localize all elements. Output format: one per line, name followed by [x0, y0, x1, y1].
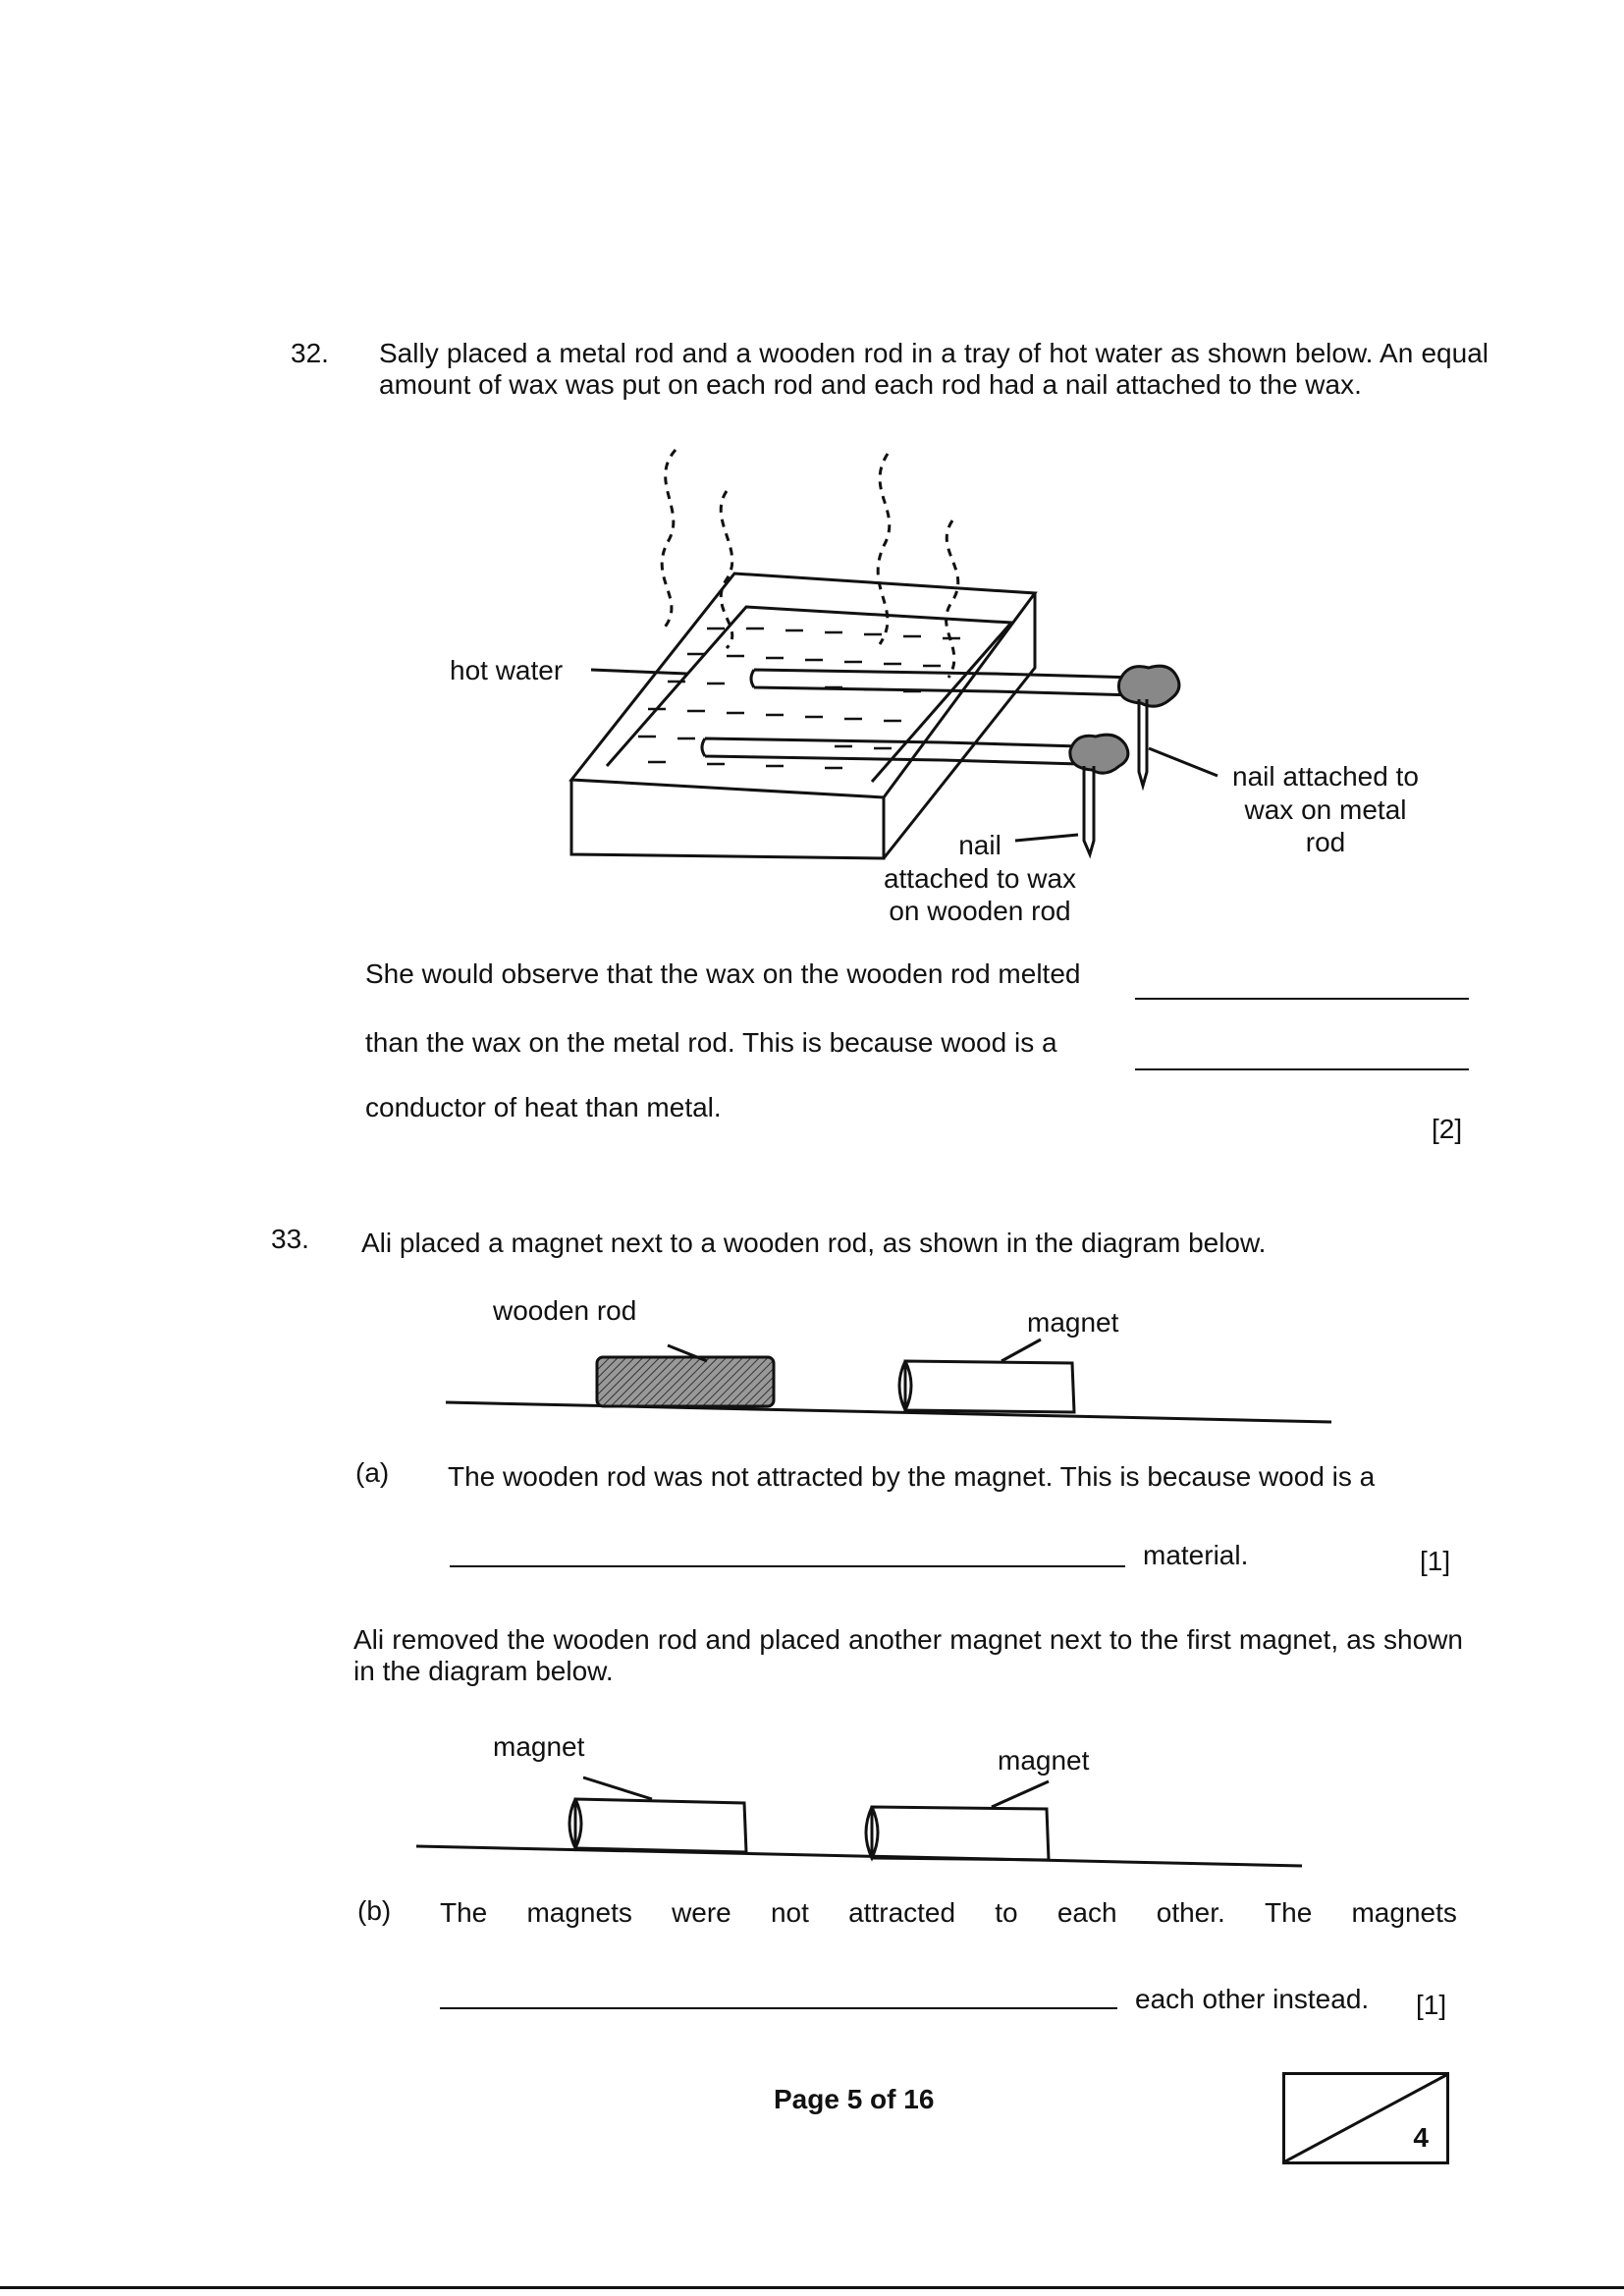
q33b-word: The	[440, 1897, 488, 1928]
magnet-right-shape	[872, 1807, 1049, 1860]
question-33-number: 33.	[271, 1224, 309, 1254]
q33b-word: other.	[1156, 1897, 1225, 1928]
label-nail-wood-line3: on wooden rod	[889, 896, 1071, 927]
table-surface-line-2	[416, 1846, 1302, 1866]
bottom-rule	[0, 2286, 1624, 2289]
label-nail-wood-line1: nail	[958, 830, 1001, 860]
q33a-marks: [1]	[1420, 1546, 1451, 1576]
q33-middle-text: Ali removed the wooden rod and placed another magnet next to the first magnet, as shown in the diagram below.	[353, 1624, 1463, 1687]
q33b-marks: [1]	[1416, 1990, 1447, 2020]
label-nail-metal-line3: rod	[1305, 827, 1346, 858]
q33b-word: magnets	[526, 1897, 632, 1928]
label-magnet-right: magnet	[998, 1745, 1090, 1776]
label-magnet-left: magnet	[493, 1731, 585, 1762]
label-hot-water: hot water	[450, 655, 564, 685]
q32-sentence-line3: conductor of heat than metal.	[365, 1092, 722, 1122]
q33b-word: The	[1265, 1897, 1313, 1928]
score-box-total: 4	[1413, 2122, 1429, 2153]
q33b-text	[440, 1897, 1457, 1929]
question-33-intro: Ali placed a magnet next to a wooden rod, as shown in the diagram below.	[361, 1228, 1267, 1258]
q33a-suffix: material.	[1143, 1540, 1249, 1570]
q33b-answer-blank[interactable]	[440, 2007, 1117, 2009]
q33b-word: to	[995, 1897, 1018, 1928]
q33b-word: magnets	[1351, 1897, 1457, 1928]
q33b-suffix: each other instead.	[1135, 1984, 1370, 2014]
q32-marks: [2]	[1432, 1114, 1463, 1144]
q33b-word: were	[672, 1897, 731, 1928]
label-nail-wood-line2: attached to wax	[883, 862, 1077, 894]
label-nail-metal-line1: nail attached to	[1232, 761, 1419, 792]
question-32-intro: Sally placed a metal rod and a wooden rod in a tray of hot water as shown below. An equal amount of wax was put on each rod and each rod had a nail attached to the wax.	[379, 338, 1489, 401]
q32-sentence-line1: She would observe that the wax on the wooden rod melted	[365, 958, 1081, 989]
magnet-left-shape	[575, 1799, 746, 1852]
score-box	[1282, 2072, 1449, 2164]
q33b-word: not	[770, 1897, 809, 1928]
label-wooden-rod: wooden rod	[493, 1295, 637, 1326]
q33b-word: each	[1056, 1897, 1117, 1928]
q33a-text: The wooden rod was not attracted by the magnet. This is because wood is a	[448, 1461, 1376, 1492]
label-nail-metal-line2: wax on metal	[1244, 793, 1407, 825]
label-magnet-1: magnet	[1027, 1307, 1119, 1338]
q33b-word: attracted	[848, 1897, 956, 1928]
page-number: Page 5 of 16	[774, 2084, 935, 2114]
q32-sentence-line2: than the wax on the metal rod. This is because wood is a	[365, 1027, 1057, 1058]
q33a-label: (a)	[355, 1457, 390, 1488]
question-32-number: 32.	[291, 338, 329, 368]
q33b-label: (b)	[357, 1895, 392, 1926]
